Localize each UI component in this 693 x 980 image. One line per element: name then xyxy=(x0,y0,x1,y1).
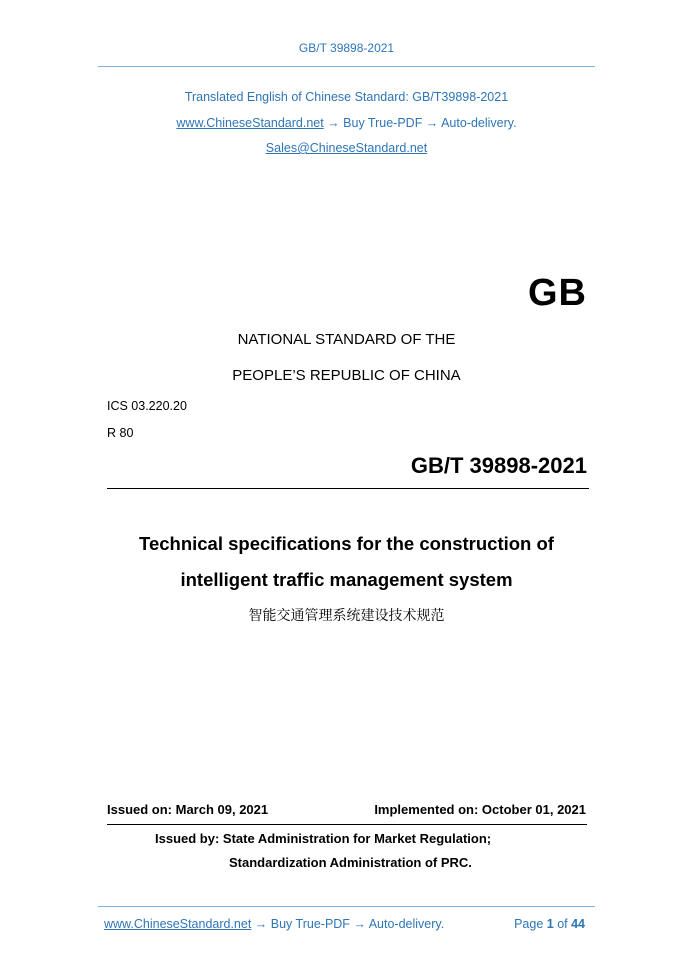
gb-mark: GB xyxy=(528,272,587,314)
running-header: GB/T 39898-2021 xyxy=(298,41,395,55)
footer-purchase-line xyxy=(104,917,444,931)
standard-code-divider xyxy=(107,488,589,489)
title-line1: Technical specifications for the construction of xyxy=(139,533,554,554)
page-number: 1 xyxy=(546,917,554,931)
classification-code: R 80 xyxy=(107,426,134,440)
standard-code: GB/T 39898-2021 xyxy=(410,453,587,478)
implemented-date: Implemented on: October 01, 2021 xyxy=(374,802,586,817)
footer-buy-text: → Buy True-PDF → Auto-delivery. xyxy=(251,917,445,931)
translation-notice: Translated English of Chinese Standard: GB/T39898-2021 xyxy=(184,90,509,104)
email-line xyxy=(0,141,693,155)
title-line2: intelligent traffic management system xyxy=(180,569,513,590)
purchase-line xyxy=(0,116,693,130)
national-standard-line2: PEOPLE’S REPUBLIC OF CHINA xyxy=(232,367,461,384)
site-link[interactable]: www.ChineseStandard.net xyxy=(176,116,324,130)
sales-email-link[interactable]: Sales@ChineseStandard.net xyxy=(265,141,428,155)
national-standard-line1: NATIONAL STANDARD OF THE xyxy=(237,331,456,348)
ics-code: ICS 03.220.20 xyxy=(107,399,187,413)
footer-site-link[interactable]: www.ChineseStandard.net xyxy=(104,917,252,931)
issued-date: Issued on: March 09, 2021 xyxy=(107,802,269,817)
issued-by-line1: Issued by: State Administration for Market Regulation; xyxy=(155,831,492,846)
page-label: Page xyxy=(514,917,547,931)
page-indicator xyxy=(514,917,585,931)
issued-by-line2: Standardization Administration of PRC. xyxy=(229,855,472,870)
header-divider xyxy=(98,66,595,67)
of-label: of xyxy=(553,917,572,931)
total-pages: 44 xyxy=(571,917,585,931)
date-divider xyxy=(107,824,587,825)
buy-text: → Buy True-PDF → Auto-delivery. xyxy=(323,116,517,130)
footer-divider xyxy=(98,906,595,907)
title-chinese: 智能交通管理系统建设技术规范 xyxy=(248,608,445,624)
